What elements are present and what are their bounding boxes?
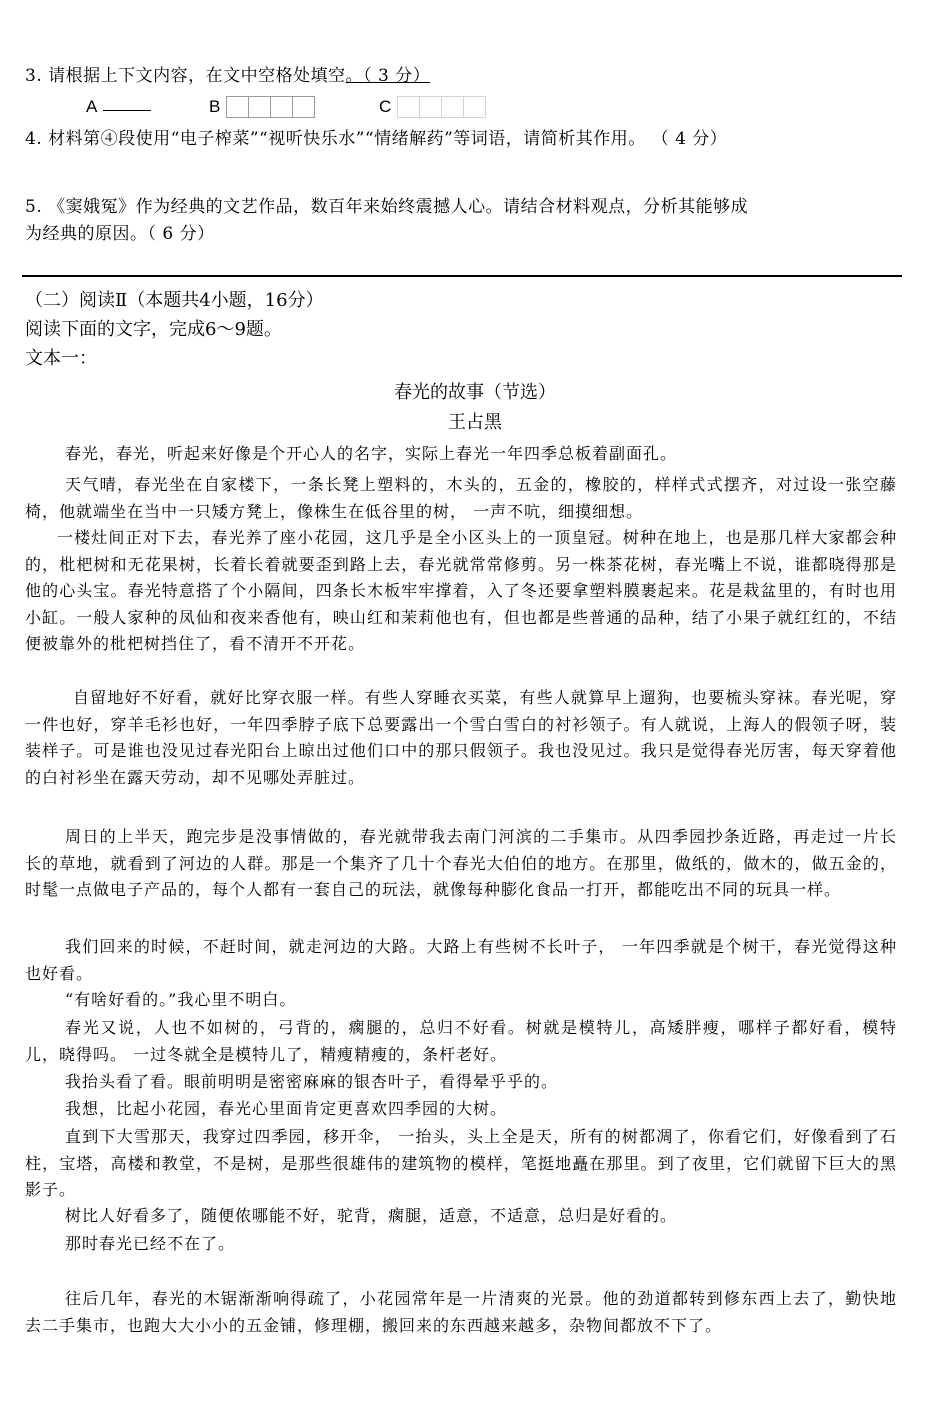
paragraph-3: 一楼灶间正对下去，春光养了座小花园，这几乎是全小区头上的一顶皇冠。树种在地上，也是那几样大家都会种的，枇杷树和无花果树，长着长着就要歪到路上去，春光就常常修剪。另一株茶花树，春光嘴上不说，谁都晓得那是他的心头宝。春光特意搭了个小隔间，四条长木板牢牢撑着，入了冬还要拿塑料膜裹起来。花是栽盆里的，有时也用小缸。一般人家种的凤仙和夜来香他有，映山红和茉莉他也有，但也都是些普通的品种，结了小果子就红红的，不结便被靠外的枇杷树挡住了，看不清开不开花。 — [25, 528, 897, 653]
blank-c-box[interactable] — [441, 96, 464, 118]
blank-b-group — [209, 96, 314, 118]
blank-b-box[interactable] — [226, 96, 249, 118]
section-divider — [22, 275, 902, 277]
article-title: 春光的故事（节选） — [394, 382, 556, 403]
blank-b-box[interactable] — [270, 96, 293, 118]
blank-b-box[interactable] — [292, 96, 315, 118]
paragraph-2: 天气晴，春光坐在自家楼下，一条长凳上塑料的，木头的，五金的，橡胶的，样样式式摆齐，对过设一张空藤椅，他就端坐在当中一只矮方凳上，像株生在低谷里的树， 一声不吭，细摸细想。 — [25, 475, 897, 521]
paragraph-9: 我抬头看了看。眼前明明是密密麻麻的银杏叶子，看得晕乎乎的。 — [65, 1072, 559, 1091]
blank-c-boxes[interactable] — [397, 96, 485, 118]
question-3-score: 。（ 3 分） — [345, 66, 431, 86]
blank-c-box[interactable] — [463, 96, 486, 118]
article-author: 王占黑 — [448, 412, 502, 433]
question-4: 4. 材料第④段使用“电子榨菜”“视听快乐水”“情绪解药”等词语，请简析其作用。 （ 4 分） — [25, 129, 728, 149]
blank-c-label: C — [379, 97, 392, 116]
paragraph-8: 春光又说，人也不如树的，弓背的，瘸腿的，总归不好看。树就是模特儿，高矮胖瘦，哪样子都好看，模特儿，晓得吗。 一过冬就全是模特儿了，精瘦精瘦的，条杆老好。 — [25, 1018, 897, 1064]
paragraph-13: 那时春光已经不在了。 — [65, 1234, 236, 1253]
question-3 — [25, 65, 430, 87]
blank-c-box[interactable] — [419, 96, 442, 118]
paragraph-12: 树比人好看多了，随便侬哪能不好，驼背，瘸腿，适意，不适意，总归是好看的。 — [65, 1206, 678, 1225]
paragraph-14: 往后几年，春光的木锯渐渐响得疏了，小花园常年是一片清爽的光景。他的劲道都转到修东西上去了，勤快地去二手集市，也跑大大小小的五金铺，修理棚，搬回来的东西越来越多，杂物间都放不下了。 — [25, 1289, 897, 1335]
paragraph-1: 春光，春光，听起来好像是个开心人的名字，实际上春光一年四季总板着副面孔。 — [65, 444, 678, 463]
paragraph-7: “有啥好看的。”我心里不明白。 — [65, 990, 297, 1009]
blank-c-group — [379, 96, 485, 118]
blank-c-box[interactable] — [397, 96, 420, 118]
blank-b-box[interactable] — [248, 96, 271, 118]
question-3-text: 3. 请根据上下文内容，在文中空格处填空 — [25, 66, 346, 86]
paragraph-6: 我们回来的时候，不赶时间，就走河边的大路。大路上有些树不长叶子， 一年四季就是个树干，春光觉得这种也好看。 — [25, 937, 897, 983]
paragraph-5: 周日的上半天，跑完步是没事情做的，春光就带我去南门河滨的二手集市。从四季园抄条近路，再走过一片长长的草地，就看到了河边的人群。那是一个集齐了几十个春光大伯伯的地方。在那里，做纸的，做木的，做五金的，时髦一点做电子产品的，每个人都有一套自己的玩法，就像每种膨化食品一打开，都能吃出不同的玩具一样。 — [25, 827, 897, 899]
section-instruction: 阅读下面的文字，完成6～9题。 — [25, 319, 282, 340]
text-label: 文本一： — [25, 348, 97, 369]
blank-a-line[interactable] — [103, 96, 151, 111]
question-3-blanks — [86, 96, 151, 118]
section-heading: （二）阅读Ⅱ（本题共4小题，16分） — [25, 290, 324, 311]
paragraph-11: 直到下大雪那天，我穿过四季园，移开伞， 一抬头，头上全是天，所有的树都凋了，你看它们，好像看到了石柱，宝塔，高楼和教堂，不是树，是那些很雄伟的建筑物的模样，笔挺地矗在那里。到了夜里，它们就留下巨大的黑影子。 — [25, 1127, 897, 1199]
blank-b-label: B — [209, 97, 221, 116]
question-5-line-1: 5. 《窦娥冤》作为经典的文艺作品，数百年来始终震撼人心。请结合材料观点，分析其能够成 — [25, 197, 749, 217]
paragraph-4: 自留地好不好看，就好比穿衣服一样。有些人穿睡衣买菜，有些人就算早上遛狗，也要梳头穿袜。春光呢，穿一件也好，穿羊毛衫也好，一年四季脖子底下总要露出一个雪白雪白的衬衫领子。有人就说，上海人的假领子呀，装装样子。可是谁也没见过春光阳台上晾出过他们口中的那只假领子。我也没见过。我只是觉得春光厉害，每天穿着他的白衬衫坐在露天劳动，却不见哪处弄脏过。 — [25, 688, 897, 787]
paragraph-10: 我想，比起小花园，春光心里面肯定更喜欢四季园的大树。 — [65, 1099, 508, 1118]
question-5-line-2: 为经典的原因。（ 6 分） — [25, 224, 215, 244]
blank-b-boxes[interactable] — [226, 96, 314, 118]
blank-a-label: A — [86, 97, 98, 116]
